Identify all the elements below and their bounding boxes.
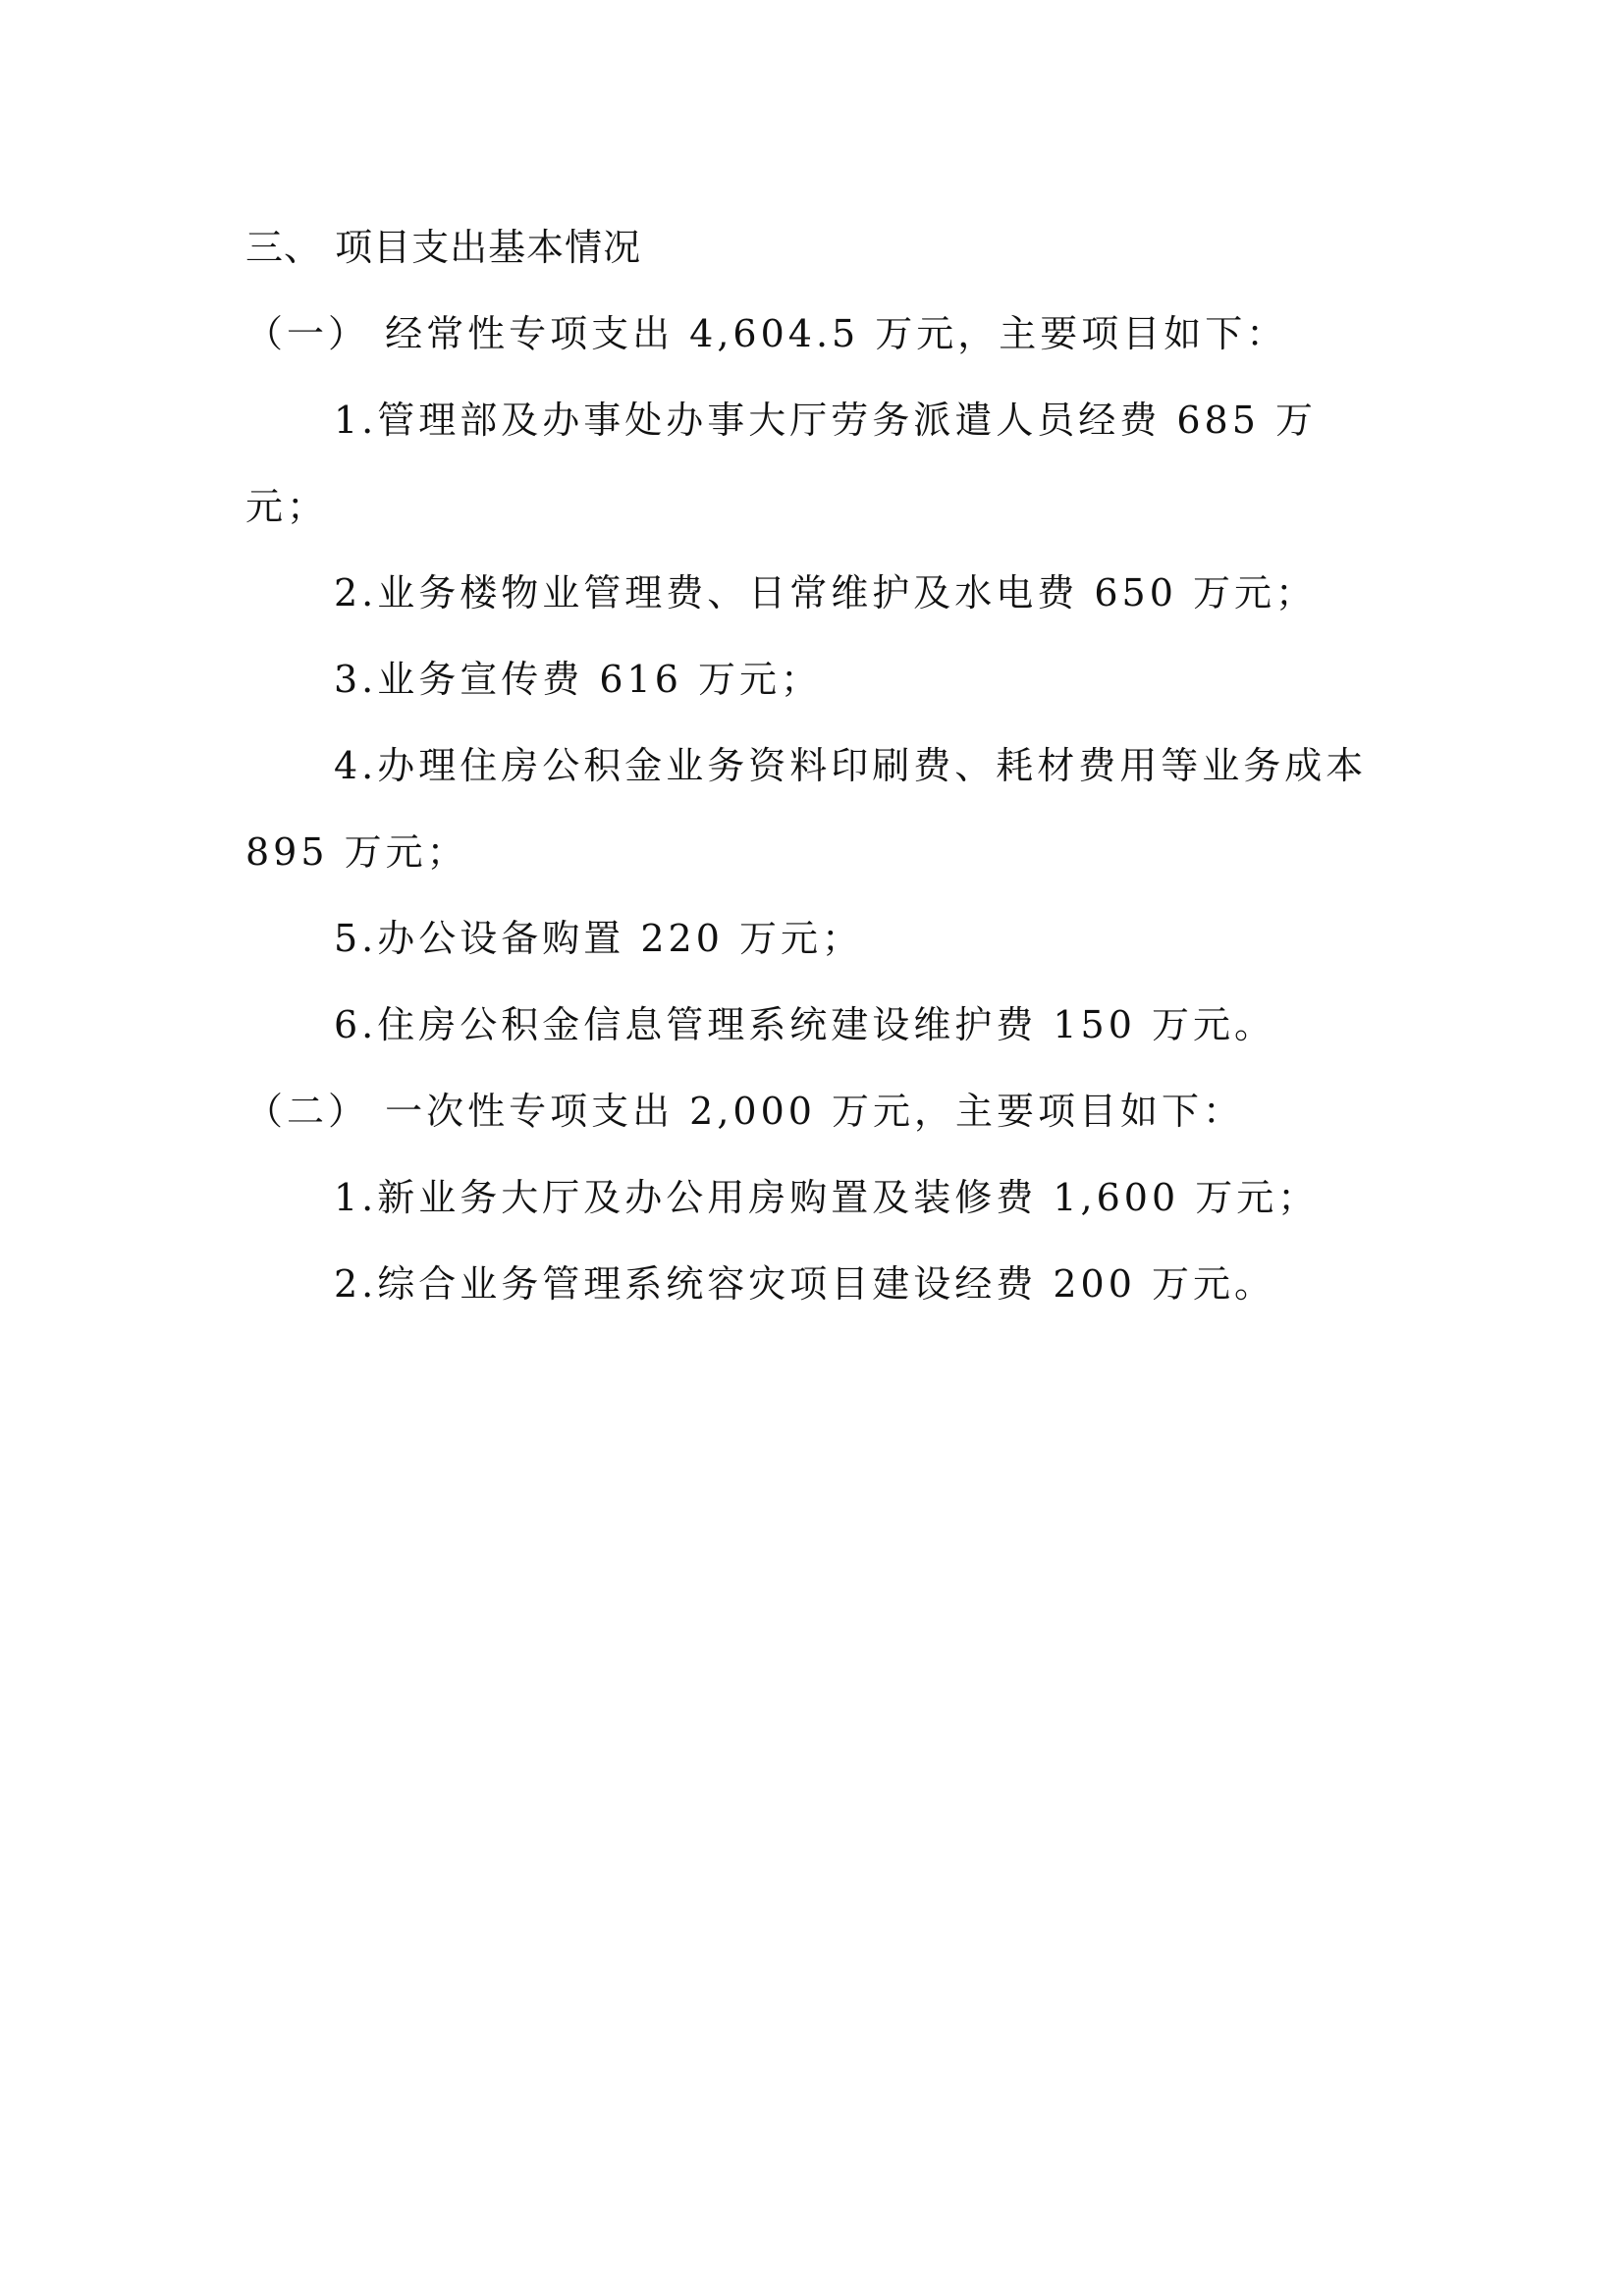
list-item: 2.业务楼物业管理费、日常维护及水电费 650 万元； [334,571,1317,614]
list-item: 6.住房公积金信息管理系统建设维护费 150 万元。 [334,1003,1275,1046]
list-item: 5.办公设备购置 220 万元； [334,917,863,960]
list-item: 4.办理住房公积金业务资料印刷费、耗材费用等业务成本 895 万元； [245,744,1368,874]
section-title: 三、 项目支出基本情况 [245,226,642,269]
document-content [245,204,1394,1327]
subsection-heading-one-time: （二） 一次性专项支出 2,000 万元，主要项目如下： [245,1090,1245,1133]
subsection-heading-recurring: （一） 经常性专项支出 4,604.5 万元，主要项目如下： [245,312,1288,355]
list-item: 1.管理部及办事处办事大厅劳务派遣人员经费 685 万元； [245,399,1317,528]
list-item: 1.新业务大厅及办公用房购置及装修费 1,600 万元； [334,1176,1320,1219]
list-item: 3.业务宣传费 616 万元； [334,658,822,701]
list-item: 2.综合业务管理系统容灾项目建设经费 200 万元。 [334,1262,1275,1306]
